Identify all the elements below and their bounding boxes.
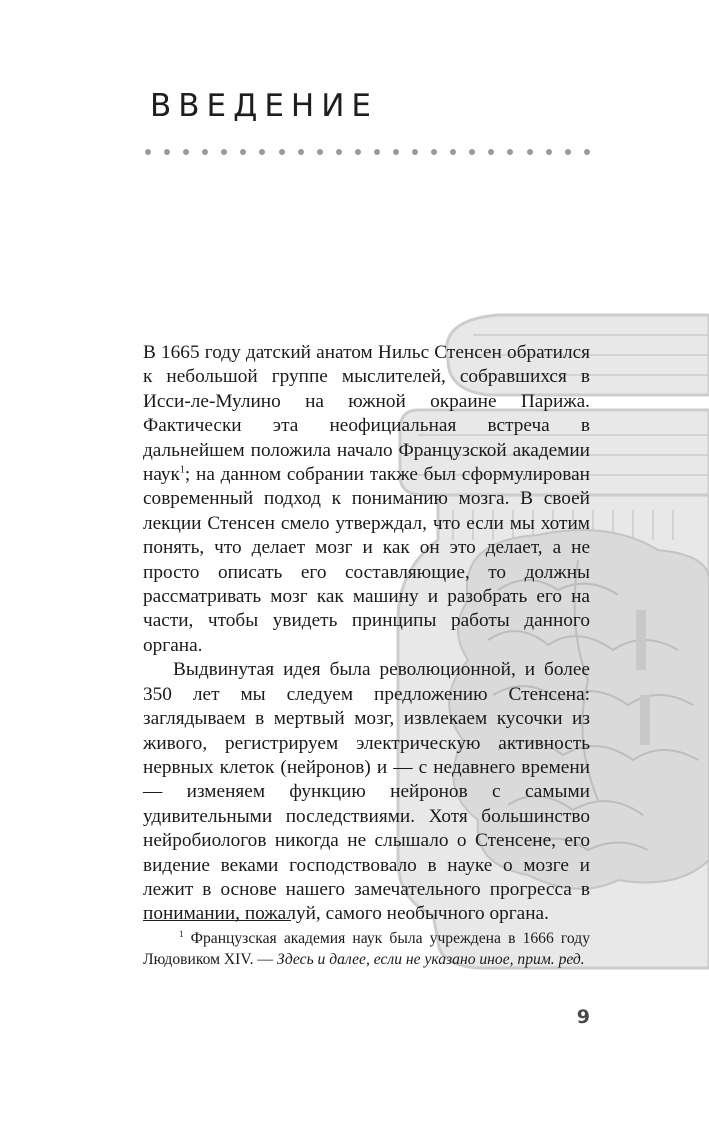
dotted-divider [145,147,590,157]
body-text [143,341,590,927]
footnote-ref: 1 [179,464,185,476]
footnote-rule [143,920,291,921]
paragraph: Выдвинутая идея была революционной, и более 350 лет мы следуем предложению Стенсена: заглядываем в мертвый мозг, извлекаем кусочки из живого, регистрируем электрическую активность нервных клеток (нейронов) и — с недавнего времени — изменяем функцию нейронов с самыми удивительными последствиями. Хотя большинство нейробиологов никогда не слышало о Стенсене, его видение веками господствовало в науке о мозге и лежит в основе нашего замечательного прогресса в понимании, пожалуй, самого необычного органа. [143,659,590,925]
footnote: $^1$ Французская академия наук была учреждена в 1666 году Людовиком XIV. — Здесь и далее, если не указано иное, прим. ред. [143,928,590,968]
page-number: 9 [576,1006,590,1028]
chapter-title: ВВЕДЕНИЕ [150,88,379,124]
paragraph: В 1665 году датский анатом Нильс Стенсен обратился к небольшой группе мыслителей, собравшихся в Исси-ле-Мулино на южной окраине Парижа. Фактически эта неофициальная встреча в дальнейшем положила начало Французской академии наук$^1$; на данном собрании также был сформулирован современный подход к пониманию мозга. В своей лекции Стенсен смело утверждал, что если мы хотим понять, что делает мозг и как он это делает, а не просто описать его составляющие, то должны рассматривать мозг как машину и разобрать его на части, чтобы увидеть принципы работы данного органа. [143,342,590,656]
